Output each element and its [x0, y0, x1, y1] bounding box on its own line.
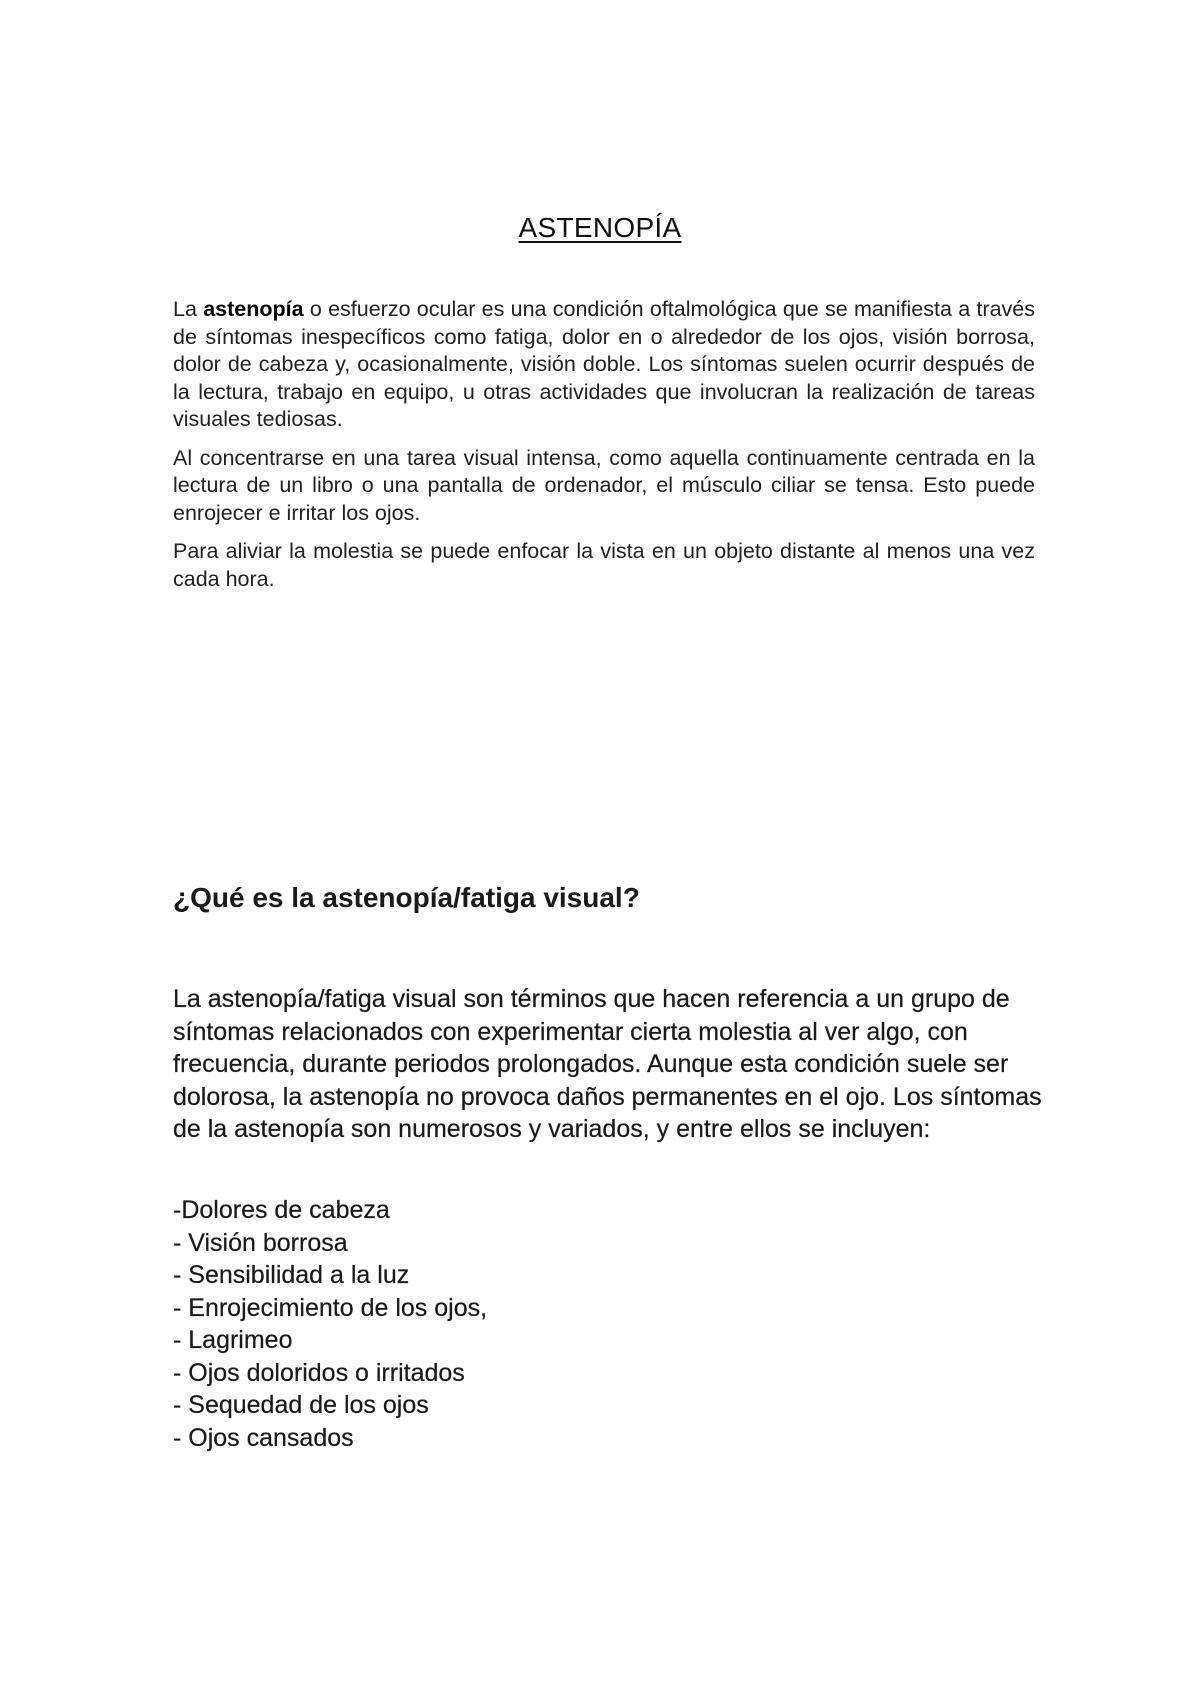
section-heading: ¿Qué es la astenopía/fatiga visual?: [173, 882, 640, 913]
symptom-item: -Dolores de cabeza: [173, 1196, 390, 1224]
symptom-list: [173, 1194, 487, 1454]
symptom-item: - Visión borrosa: [173, 1228, 348, 1257]
document-title: ASTENOPÍA: [518, 212, 682, 243]
intro-section: [173, 296, 1035, 604]
symptom-item: - Ojos cansados: [173, 1423, 354, 1452]
intro-paragraph-1: [173, 296, 1035, 434]
symptom-item: - Ojos doloridos o irritados: [173, 1358, 465, 1387]
section-body-paragraph: La astenopía/fatiga visual son términos que hacen referencia a un grupo de síntomas relacionados con experimentar cierta molestia al ver algo, con frecuencia, durante periodos prolongados. Aunque esta condición suele ser dolorosa, la astenopía no provoca daños permanentes en el ojo. Los síntomas de la astenopía son numerosos y variados, y entre ellos se incluyen:: [173, 985, 1042, 1143]
symptom-item: - Sequedad de los ojos: [173, 1391, 429, 1419]
intro-paragraph-1-rest: o esfuerzo ocular es una condición oftalmológica que se manifiesta a través de síntomas inespecíficos como fatiga, dolor en o alrededor de los ojos, visión borrosa, dolor de cabeza y, ocasionalmente, visión doble. Los síntomas suelen ocurrir después de la lectura, trabajo en equipo, u otras actividades que involucran la realización de tareas visuales tediosas.: [173, 297, 1035, 431]
intro-paragraph-1-lead: La: [173, 297, 204, 321]
intro-paragraph-2: Al concentrarse en una tarea visual intensa, como aquella continuamente centrada en la lectura de un libro o una pantalla de ordenador, el músculo ciliar se tensa. Esto puede enrojecer e irritar los ojos.: [173, 445, 1035, 525]
symptom-item: - Lagrimeo: [173, 1326, 293, 1354]
symptom-item: - Enrojecimiento de los ojos,: [173, 1293, 488, 1322]
intro-term-bold: astenopía: [203, 297, 304, 321]
intro-paragraph-3: Para aliviar la molestia se puede enfocar la vista en un objeto distante al menos una vez cada hora.: [173, 539, 1035, 591]
symptom-item: - Sensibilidad a la luz: [173, 1261, 410, 1289]
